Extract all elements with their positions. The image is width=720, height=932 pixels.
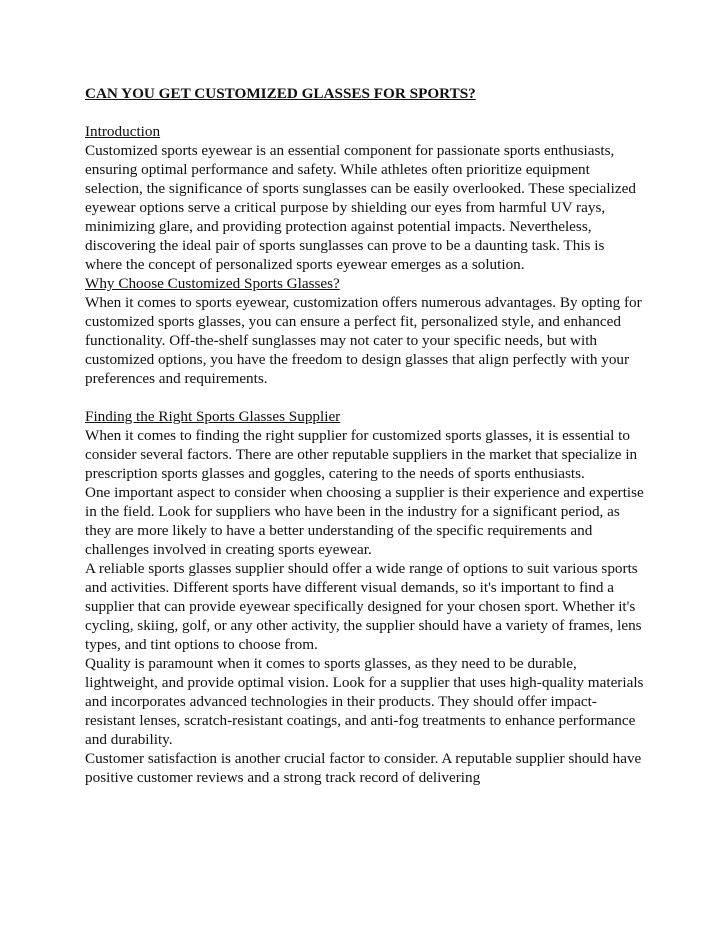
blank-line (85, 388, 645, 407)
paragraph: A reliable sports glasses supplier should offer a wide range of options to suit various sports and activities. Different sports have different visual demands, so it's important to find a supplier that can provide eyewear specifically designed for your chosen sport. Whether it's cycling, skiing, golf, or any other activity, the supplier should have a variety of frames, lens types, and tint options to choose from. (85, 560, 642, 653)
paragraph: Quality is paramount when it comes to sports glasses, as they need to be durable, lightweight, and provide optimal vision. Look for a supplier that uses high-quality materials and incorporates advanced technologies in their products. They should offer impact-resistant lenses, scratch-resistant coatings, and anti-fog treatments to enhance performance and durability. (85, 655, 644, 748)
document-title: CAN YOU GET CUSTOMIZED GLASSES FOR SPORTS? (85, 85, 476, 102)
section-heading-introduction: Introduction (85, 123, 161, 140)
paragraph: When it comes to finding the right supplier for customized sports glasses, it is essential to consider several factors. There are other reputable suppliers in the market that specialize in prescription sports glasses and goggles, catering to the needs of sports enthusiasts. (85, 427, 638, 482)
paragraph: Customized sports eyewear is an essential component for passionate sports enthusiasts, ensuring optimal performance and safety. While athletes often prioritize equipment selection, the significance of sports sunglasses can be easily overlooked. These specialized eyewear options serve a critical purpose by shielding our eyes from harmful UV rays, minimizing glare, and providing protection against potential impacts. Nevertheless, discovering the ideal pair of sports sunglasses can prove to be a daunting task. This is where the concept of personalized sports eyewear emerges as a solution. (85, 142, 636, 273)
paragraph: One important aspect to consider when choosing a supplier is their experience and expertise in the field. Look for suppliers who have been in the industry for a significant period, as they are more likely to have a better understanding of the specific requirements and challenges involved in creating sports eyewear. (85, 484, 644, 558)
document-page (85, 84, 645, 787)
paragraph: Customer satisfaction is another crucial factor to consider. A reputable supplier should have positive customer reviews and a strong track record of delivering (85, 750, 642, 786)
section-heading-finding-supplier: Finding the Right Sports Glasses Supplier (85, 408, 341, 425)
paragraph: When it comes to sports eyewear, customization offers numerous advantages. By opting for customized sports glasses, you can ensure a perfect fit, personalized style, and enhanced functionality. Off-the-shelf sunglasses may not cater to your specific needs, but with customized options, you have the freedom to design glasses that align perfectly with your preferences and requirements. (85, 294, 642, 387)
section-heading-why-choose: Why Choose Customized Sports Glasses? (85, 275, 340, 292)
